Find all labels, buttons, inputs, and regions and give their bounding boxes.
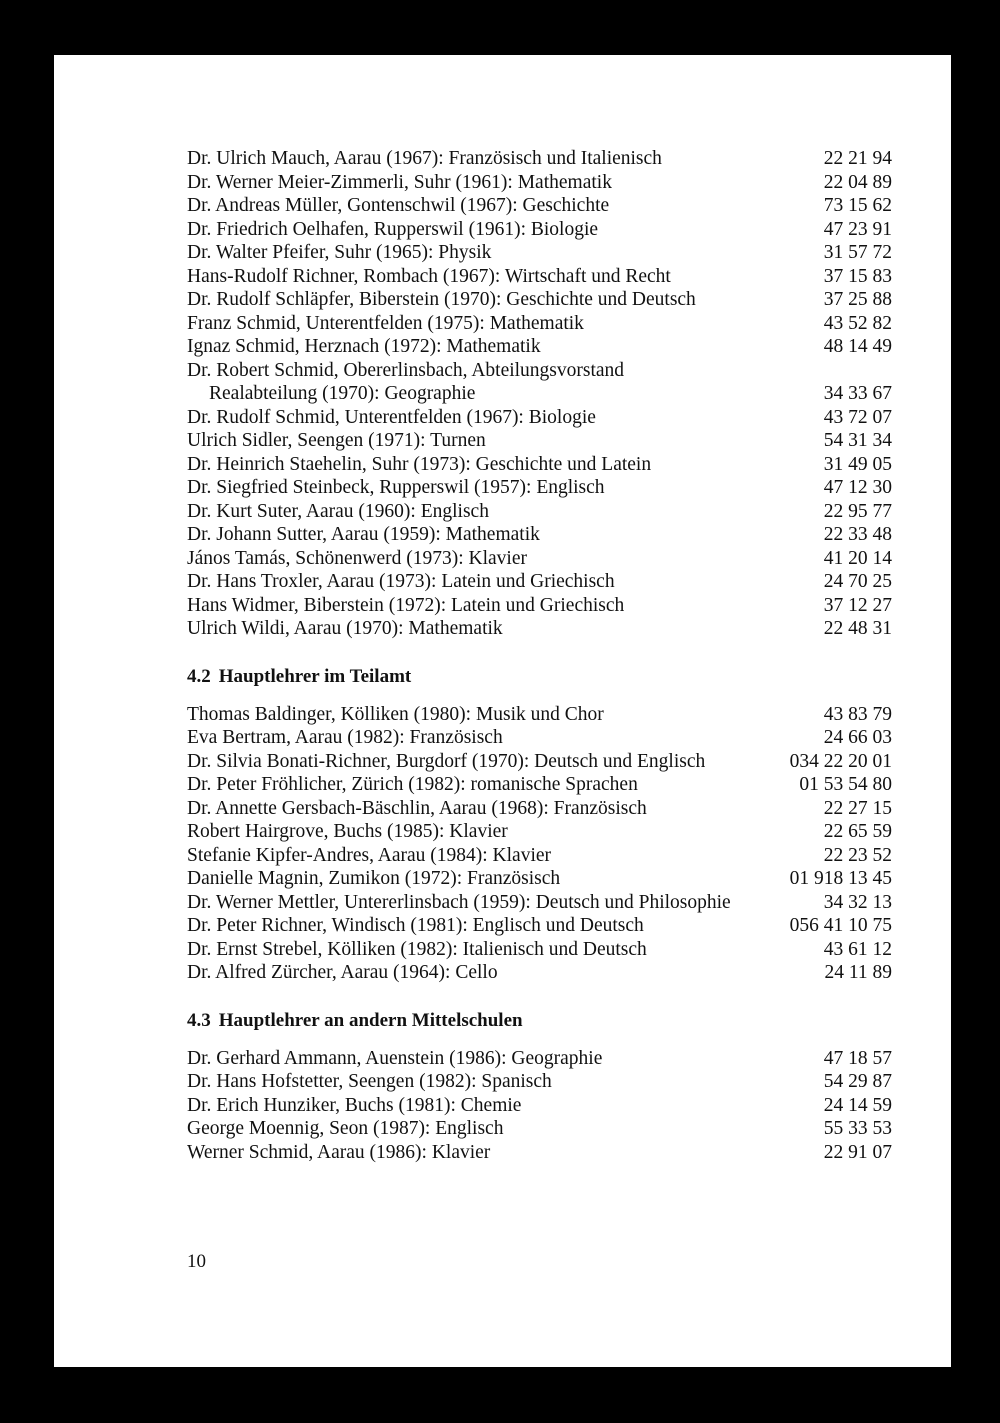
phone-number: 22 27 15 [823,797,892,819]
phone-number: 31 49 05 [823,453,892,475]
phone-number: 47 23 91 [823,218,892,240]
section-title: Hauptlehrer an andern Mittelschulen [218,1009,523,1031]
list-item [187,359,892,383]
teacher-entry: Dr. Friedrich Oelhafen, Rupperswil (1961): Biologie [187,218,599,240]
phone-number: 24 70 25 [823,571,892,592]
phone-number: 43 52 82 [823,312,892,334]
list-item [187,147,892,171]
teacher-entry: Dr. Annette Gersbach-Bäschlin, Aarau (1968): Französisch [187,797,647,819]
list-item [187,867,892,891]
list-item [187,938,892,962]
teacher-entry: Dr. Gerhard Ammann, Auenstein (1986): Geographie [187,1047,603,1069]
list-item [187,594,892,618]
phone-number: 34 32 13 [823,891,892,913]
phone-number: 01 53 54 80 [799,774,892,795]
list-item [187,797,892,821]
list-item [187,523,892,547]
teacher-entry: Dr. Rudolf Schmid, Unterentfelden (1967): Biologie [187,406,596,428]
phone-number: 55 33 53 [823,1118,892,1139]
teacher-entry: George Moennig, Seon (1987): Englisch [187,1118,504,1139]
teacher-entry: Dr. Siegfried Steinbeck, Rupperswil (1957): Englisch [187,477,605,498]
teacher-entry: Ulrich Wildi, Aarau (1970): Mathematik [187,618,503,639]
phone-number: 24 11 89 [824,962,892,983]
phone-number: 22 91 07 [823,1141,892,1163]
teacher-entry: Robert Hairgrove, Buchs (1985): Klavier [187,821,508,842]
teacher-entry: Franz Schmid, Unterentfelden (1975): Mathematik [187,312,584,334]
section-number: 4.2 [187,665,211,687]
phone-number: 34 33 67 [823,383,892,404]
phone-number: 22 65 59 [823,821,892,842]
list-item [187,570,892,594]
phone-number: 24 66 03 [823,727,892,748]
list-item [187,241,892,265]
phone-number: 41 20 14 [823,547,892,569]
teacher-list-main [187,147,892,641]
teacher-entry: Dr. Alfred Zürcher, Aarau (1964): Cello [187,962,498,983]
teacher-entry: Ignaz Schmid, Herznach (1972): Mathematik [187,336,541,357]
phone-number: 54 29 87 [823,1071,892,1092]
list-item [187,406,892,430]
list-item [187,844,892,868]
list-item [187,703,892,727]
teacher-entry: Dr. Werner Meier-Zimmerli, Suhr (1961): Mathematik [187,171,612,193]
list-item [187,312,892,336]
teacher-entry: Werner Schmid, Aarau (1986): Klavier [187,1141,491,1163]
list-item [187,617,892,641]
phone-number: 54 31 34 [823,430,892,451]
phone-number: 37 15 83 [823,265,892,287]
teacher-entry: Danielle Magnin, Zumikon (1972): Französisch [187,868,561,889]
list-item [187,265,892,289]
phone-number: 47 12 30 [823,477,892,498]
list-item [187,1141,892,1165]
phone-number: 31 57 72 [823,242,892,263]
teacher-entry: Dr. Robert Schmid, Obererlinsbach, Abteilungsvorstand [187,359,625,381]
teacher-entry: Dr. Ulrich Mauch, Aarau (1967): Französisch und Italienisch [187,148,662,169]
section-heading-4-2 [187,665,892,689]
phone-number: 73 15 62 [823,195,892,216]
teacher-entry: Thomas Baldinger, Kölliken (1980): Musik und Chor [187,703,604,725]
phone-number: 22 23 52 [823,844,892,866]
teacher-entry: Dr. Hans Troxler, Aarau (1973): Latein und Griechisch [187,571,615,592]
phone-number: 24 14 59 [823,1094,892,1116]
list-item [187,429,892,453]
phone-number: 43 83 79 [823,703,892,725]
phone-number: 22 21 94 [823,148,892,169]
list-item [187,476,892,500]
list-item [187,288,892,312]
phone-number: 43 72 07 [823,406,892,428]
teacher-entry: Dr. Peter Richner, Windisch (1981): Englisch und Deutsch [187,915,644,936]
teacher-entry: Dr. Peter Fröhlicher, Zürich (1982): romanische Sprachen [187,774,638,795]
phone-number: 48 14 49 [823,336,892,357]
phone-number: 056 41 10 75 [789,915,892,936]
teacher-entry: Dr. Werner Mettler, Untererlinsbach (1959): Deutsch und Philosophie [187,891,731,913]
list-item [187,382,892,406]
teacher-entry: Dr. Hans Hofstetter, Seengen (1982): Spanisch [187,1071,552,1092]
teacher-entry: Realabteilung (1970): Geographie [209,383,476,404]
section-number: 4.3 [187,1009,211,1031]
teacher-entry: Hans Widmer, Biberstein (1972): Latein und Griechisch [187,594,625,616]
phone-number: 22 95 77 [823,500,892,522]
phone-number: 37 12 27 [823,594,892,616]
phone-number: 22 33 48 [823,524,892,545]
teacher-entry: Dr. Rudolf Schläpfer, Biberstein (1970): Geschichte und Deutsch [187,289,696,310]
list-item [187,1047,892,1071]
phone-number: 22 48 31 [823,618,892,639]
list-item [187,914,892,938]
list-item [187,547,892,571]
teacher-entry: Dr. Johann Sutter, Aarau (1959): Mathematik [187,524,540,545]
list-item [187,1070,892,1094]
list-item [187,171,892,195]
list-item [187,453,892,477]
phone-number: 034 22 20 01 [789,750,892,772]
list-item [187,891,892,915]
list-item [187,218,892,242]
teacher-entry: Dr. Ernst Strebel, Kölliken (1982): Italienisch und Deutsch [187,938,647,960]
section-heading-4-3 [187,1009,892,1033]
teacher-entry: János Tamás, Schönenwerd (1973): Klavier [187,547,527,569]
phone-number: 43 61 12 [823,938,892,960]
phone-number: 47 18 57 [823,1047,892,1069]
teacher-entry: Dr. Walter Pfeifer, Suhr (1965): Physik [187,242,492,263]
teacher-entry: Dr. Erich Hunziker, Buchs (1981): Chemie [187,1094,522,1116]
list-item [187,726,892,750]
teacher-entry: Dr. Andreas Müller, Gontenschwil (1967): Geschichte [187,195,610,216]
list-item [187,961,892,985]
phone-number: 37 25 88 [823,289,892,310]
teacher-entry: Hans-Rudolf Richner, Rombach (1967): Wirtschaft und Recht [187,265,671,287]
teacher-list-other-schools [187,1047,892,1165]
list-item [187,1094,892,1118]
document-page [54,55,951,1367]
teacher-entry: Eva Bertram, Aarau (1982): Französisch [187,727,503,748]
teacher-entry: Dr. Silvia Bonati-Richner, Burgdorf (1970): Deutsch und Englisch [187,750,706,772]
list-item [187,335,892,359]
list-item [187,773,892,797]
list-item [187,820,892,844]
list-item [187,500,892,524]
list-item [187,1117,892,1141]
teacher-list-part-time [187,703,892,985]
phone-number: 01 918 13 45 [789,868,892,889]
list-item [187,750,892,774]
list-item [187,194,892,218]
content [187,147,892,1164]
teacher-entry: Dr. Kurt Suter, Aarau (1960): Englisch [187,500,489,522]
teacher-entry: Ulrich Sidler, Seengen (1971): Turnen [187,430,486,451]
teacher-entry: Stefanie Kipfer-Andres, Aarau (1984): Klavier [187,844,552,866]
section-title: Hauptlehrer im Teilamt [218,665,412,687]
page-number: 10 [187,1251,206,1272]
teacher-entry: Dr. Heinrich Staehelin, Suhr (1973): Geschichte und Latein [187,453,652,475]
phone-number: 22 04 89 [823,171,892,193]
